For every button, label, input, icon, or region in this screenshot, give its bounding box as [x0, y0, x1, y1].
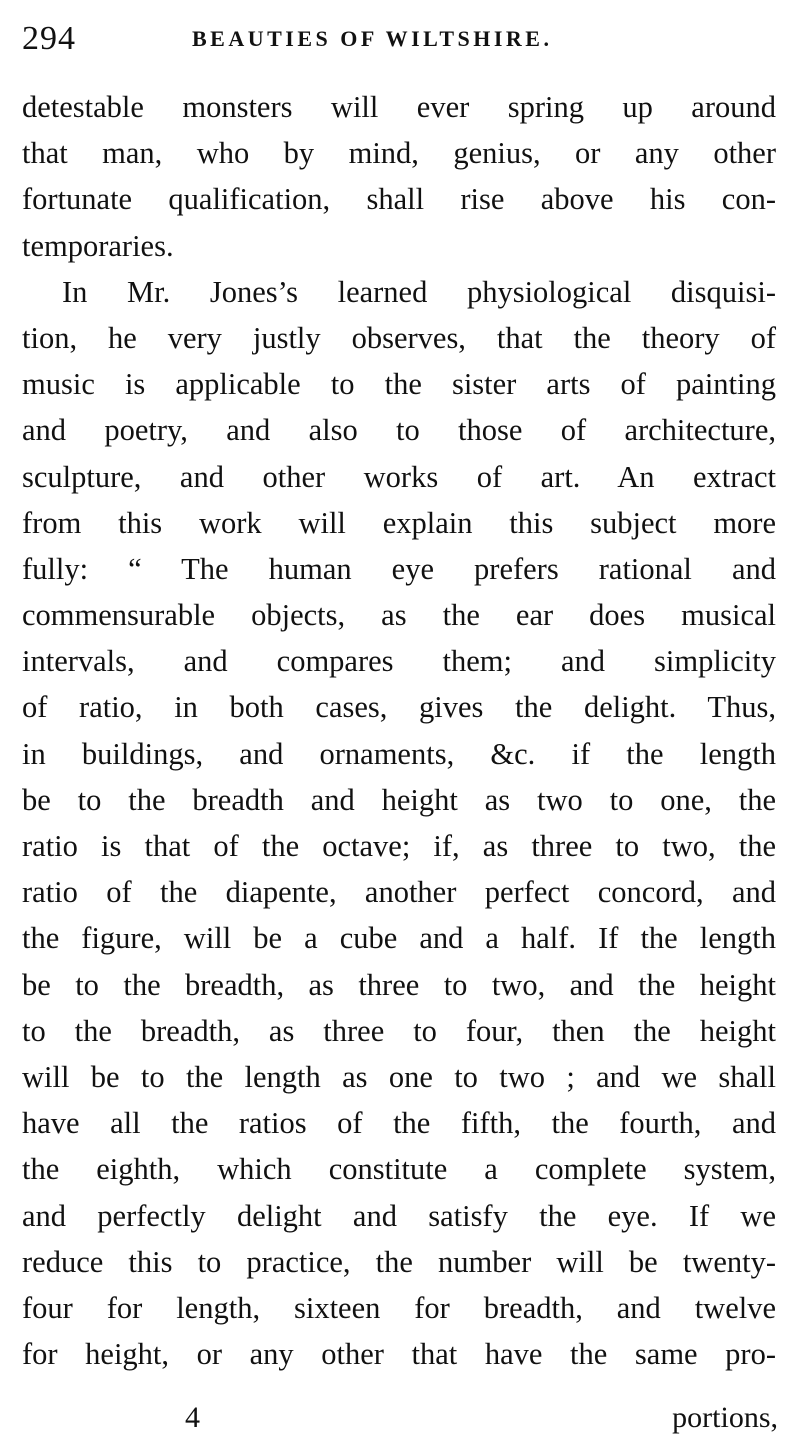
- text-line: from this work will explain this subject more: [22, 505, 776, 540]
- text-line: ratio of the diapente, another perfect concord, and: [22, 875, 776, 910]
- text-line: that man, who by mind, genius, or any other: [22, 136, 776, 171]
- page-number: 294: [22, 20, 76, 57]
- text-line: be to the breadth, as three to two, and the height: [22, 967, 776, 1002]
- text-line: of ratio, in both cases, gives the delight. Thus,: [22, 690, 776, 725]
- text-line: the eighth, which constitute a complete system,: [22, 1152, 776, 1187]
- text-line: the figure, will be a cube and a half. If the length: [22, 921, 776, 956]
- text-line: have all the ratios of the fifth, the fourth, and: [22, 1106, 776, 1141]
- text-line: in buildings, and ornaments, &c. if the length: [22, 736, 776, 771]
- text-line: intervals, and compares them; and simplicity: [22, 644, 776, 679]
- signature-mark: 4: [185, 1401, 200, 1434]
- text-line: tion, he very justly observes, that the theory of: [22, 320, 776, 355]
- text-line: four for length, sixteen for breadth, and twelve: [22, 1290, 776, 1325]
- text-line: fully: “ The human eye prefers rational and: [22, 551, 776, 586]
- paragraph-start-line: In Mr. Jones’s learned physiological disquisi-: [62, 274, 776, 309]
- text-line: be to the breadth and height as two to one, the: [22, 782, 776, 817]
- catchword: portions,: [672, 1401, 778, 1434]
- text-line: detestable monsters will ever spring up around: [22, 90, 776, 124]
- text-line: and poetry, and also to those of architecture,: [22, 413, 776, 448]
- running-head: [22, 14, 778, 64]
- text-line: fortunate qualification, shall rise above his con-: [22, 182, 776, 217]
- text-line: reduce this to practice, the number will be twenty-: [22, 1244, 776, 1279]
- text-line: to the breadth, as three to four, then the height: [22, 1013, 776, 1048]
- text-line: ratio is that of the octave; if, as three to two, the: [22, 829, 776, 863]
- text-line: for height, or any other that have the same pro-: [22, 1337, 776, 1372]
- text-line: sculpture, and other works of art. An extract: [22, 459, 776, 494]
- text-line: music is applicable to the sister arts of painting: [22, 367, 776, 402]
- text-line: and perfectly delight and satisfy the eye. If we: [22, 1198, 776, 1233]
- page-footer: [22, 1395, 778, 1441]
- text-line: will be to the length as one to two ; and we shall: [22, 1059, 776, 1094]
- text-line: commensurable objects, as the ear does musical: [22, 598, 776, 633]
- body-text: [22, 84, 776, 1377]
- paragraph-end-line: temporaries.: [22, 228, 174, 263]
- running-title: BEAUTIES OF WILTSHIRE.: [192, 26, 553, 51]
